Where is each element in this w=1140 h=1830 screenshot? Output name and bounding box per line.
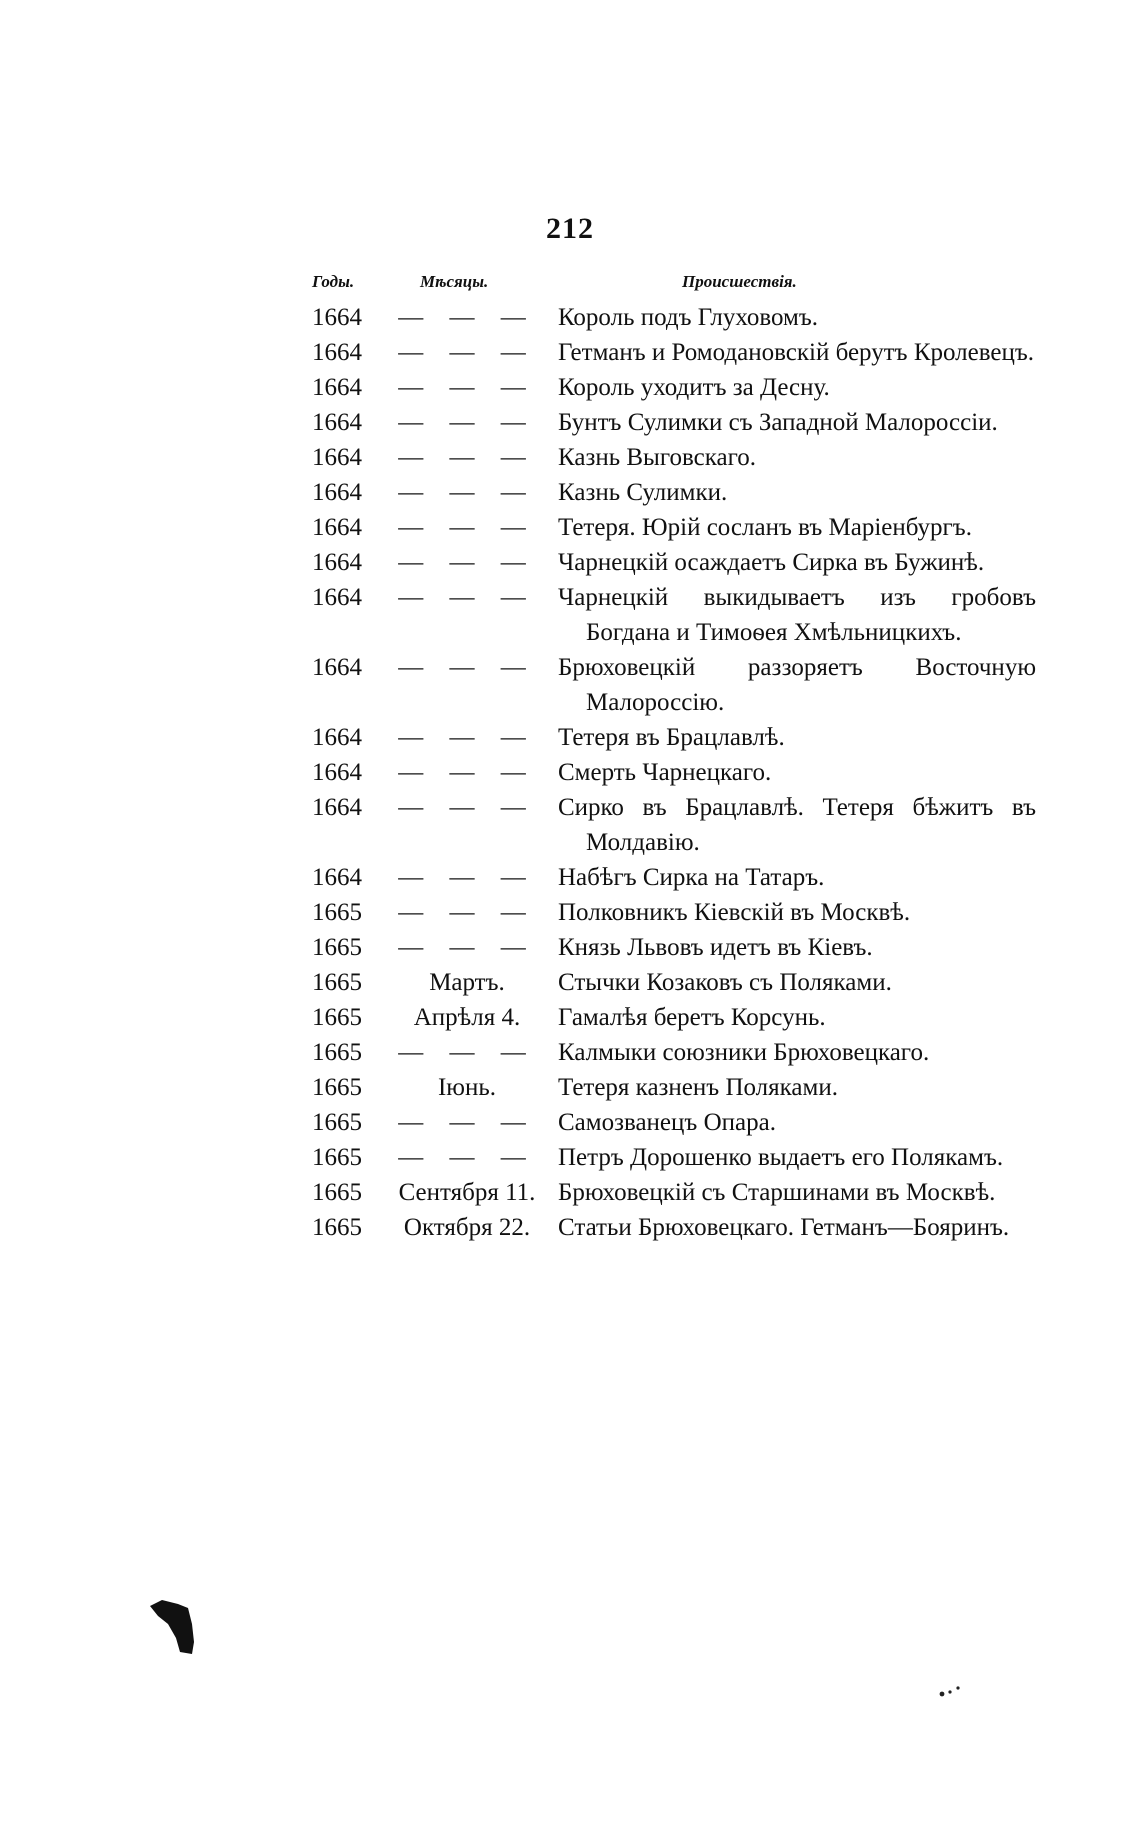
row-year: 1664 bbox=[312, 409, 362, 436]
page-number: 212 bbox=[546, 212, 594, 245]
row-event: Самозванецъ Опара. bbox=[558, 1109, 776, 1136]
chronicle-row bbox=[0, 440, 1140, 475]
header-events: Происшествія. bbox=[682, 272, 797, 291]
row-month: — — — bbox=[398, 584, 536, 611]
row-month: — — — bbox=[398, 864, 536, 891]
chronicle-row bbox=[0, 790, 1140, 860]
row-year: 1664 bbox=[312, 549, 362, 576]
row-event: Статьи Брюховецкаго. Гетманъ—Бояринъ. bbox=[558, 1214, 1010, 1241]
row-event: Полковникъ Кіевскій въ Москвѣ. bbox=[558, 899, 911, 926]
row-event: Брюховецкій раззоряетъ Восточную Малороссію. bbox=[558, 654, 1036, 716]
chronicle-table bbox=[0, 300, 1140, 1245]
row-month: — — — bbox=[398, 444, 536, 471]
row-event: Тетеря въ Брацлавлѣ. bbox=[558, 724, 785, 751]
chronicle-row bbox=[0, 510, 1140, 545]
chronicle-row bbox=[0, 930, 1140, 965]
row-year: 1665 bbox=[312, 1074, 362, 1101]
column-headers bbox=[0, 272, 1140, 302]
row-year: 1664 bbox=[312, 654, 362, 681]
chronicle-row bbox=[0, 650, 1140, 720]
row-month: — — — bbox=[398, 794, 536, 821]
row-event: Смерть Чарнецкаго. bbox=[558, 759, 772, 786]
chronicle-row bbox=[0, 1140, 1140, 1175]
row-event: Король уходитъ за Десну. bbox=[558, 374, 830, 401]
header-years: Годы. bbox=[312, 272, 355, 291]
row-month: — — — bbox=[398, 514, 536, 541]
chronicle-row bbox=[0, 335, 1140, 370]
row-event: Король подъ Глуховомъ. bbox=[558, 304, 819, 331]
header-months: Мѣсяцы. bbox=[420, 272, 489, 291]
row-month: — — — bbox=[398, 759, 536, 786]
row-month: — — — bbox=[398, 549, 536, 576]
row-year: 1665 bbox=[312, 1179, 362, 1206]
row-year: 1664 bbox=[312, 864, 362, 891]
chronicle-row bbox=[0, 1175, 1140, 1210]
row-year: 1665 bbox=[312, 1004, 362, 1031]
row-event: Набѣгъ Сирка на Татаръ. bbox=[558, 864, 825, 891]
row-year: 1665 bbox=[312, 1109, 362, 1136]
row-year: 1664 bbox=[312, 514, 362, 541]
row-month: Мартъ. bbox=[429, 969, 505, 996]
row-year: 1664 bbox=[312, 794, 362, 821]
row-event: Бунтъ Сулимки съ Западной Малороссіи. bbox=[558, 409, 998, 436]
row-event: Петръ Дорошенко выдаетъ его Полякамъ. bbox=[558, 1144, 1004, 1171]
row-event: Гамалѣя беретъ Корсунь. bbox=[558, 1004, 826, 1031]
row-month: — — — bbox=[398, 724, 536, 751]
row-event: Казнь Сулимки. bbox=[558, 479, 728, 506]
row-month: — — — bbox=[398, 1109, 536, 1136]
row-event: Чарнецкій осаждаетъ Сирка въ Бужинѣ. bbox=[558, 549, 985, 576]
row-month: — — — bbox=[398, 409, 536, 436]
row-year: 1664 bbox=[312, 444, 362, 471]
chronicle-row bbox=[0, 545, 1140, 580]
row-month: Сентября 11. bbox=[398, 1179, 536, 1206]
row-event: Тетеря казненъ Поляками. bbox=[558, 1074, 838, 1101]
row-event: Стычки Козаковъ съ Поляками. bbox=[558, 969, 892, 996]
row-year: 1665 bbox=[312, 969, 362, 996]
row-year: 1664 bbox=[312, 479, 362, 506]
row-event: Казнь Выговскаго. bbox=[558, 444, 756, 471]
chronicle-row bbox=[0, 580, 1140, 650]
row-month: — — — bbox=[398, 339, 536, 366]
row-year: 1664 bbox=[312, 339, 362, 366]
row-month: — — — bbox=[398, 654, 536, 681]
row-year: 1664 bbox=[312, 374, 362, 401]
chronicle-row bbox=[0, 1000, 1140, 1035]
row-year: 1665 bbox=[312, 934, 362, 961]
row-month: — — — bbox=[398, 934, 536, 961]
row-year: 1665 bbox=[312, 899, 362, 926]
chronicle-row bbox=[0, 895, 1140, 930]
chronicle-row bbox=[0, 1105, 1140, 1140]
row-month: — — — bbox=[398, 899, 536, 926]
chronicle-row bbox=[0, 860, 1140, 895]
chronicle-row bbox=[0, 965, 1140, 1000]
chronicle-row bbox=[0, 475, 1140, 510]
row-event: Калмыки союзники Брюховецкаго. bbox=[558, 1039, 930, 1066]
row-month: — — — bbox=[398, 1039, 536, 1066]
ink-specks bbox=[936, 1684, 976, 1700]
row-month: Апрѣля 4. bbox=[413, 1004, 521, 1031]
row-month: — — — bbox=[398, 479, 536, 506]
row-year: 1664 bbox=[312, 584, 362, 611]
row-month: Октября 22. bbox=[403, 1214, 531, 1241]
row-event: Тетеря. Юрій сосланъ въ Маріенбургъ. bbox=[558, 514, 972, 541]
chronicle-row bbox=[0, 720, 1140, 755]
row-event: Брюховецкій съ Старшинами въ Москвѣ. bbox=[558, 1179, 996, 1206]
row-event: Сирко въ Брацлавлѣ. Тетеря бѣжитъ въ Молдавію. bbox=[558, 794, 1036, 856]
row-year: 1664 bbox=[312, 304, 362, 331]
row-event: Гетманъ и Ромодановскій берутъ Кролевецъ. bbox=[558, 339, 1035, 366]
row-year: 1664 bbox=[312, 724, 362, 751]
row-event: Чарнецкій выкидываетъ изъ гробовъ Богдана и Тимоѳея Хмѣльницкихъ. bbox=[558, 584, 1036, 646]
row-month: Іюнь. bbox=[437, 1074, 497, 1101]
row-year: 1665 bbox=[312, 1144, 362, 1171]
row-year: 1664 bbox=[312, 759, 362, 786]
chronicle-row bbox=[0, 370, 1140, 405]
chronicle-row bbox=[0, 1070, 1140, 1105]
row-month: — — — bbox=[398, 374, 536, 401]
row-event: Князь Львовъ идетъ въ Кіевъ. bbox=[558, 934, 873, 961]
row-year: 1665 bbox=[312, 1214, 362, 1241]
chronicle-row bbox=[0, 1035, 1140, 1070]
row-month: — — — bbox=[398, 304, 536, 331]
chronicle-row bbox=[0, 300, 1140, 335]
ink-blot bbox=[148, 1598, 196, 1656]
chronicle-row bbox=[0, 405, 1140, 440]
row-year: 1665 bbox=[312, 1039, 362, 1066]
chronicle-row bbox=[0, 1210, 1140, 1245]
chronicle-row bbox=[0, 755, 1140, 790]
row-month: — — — bbox=[398, 1144, 536, 1171]
